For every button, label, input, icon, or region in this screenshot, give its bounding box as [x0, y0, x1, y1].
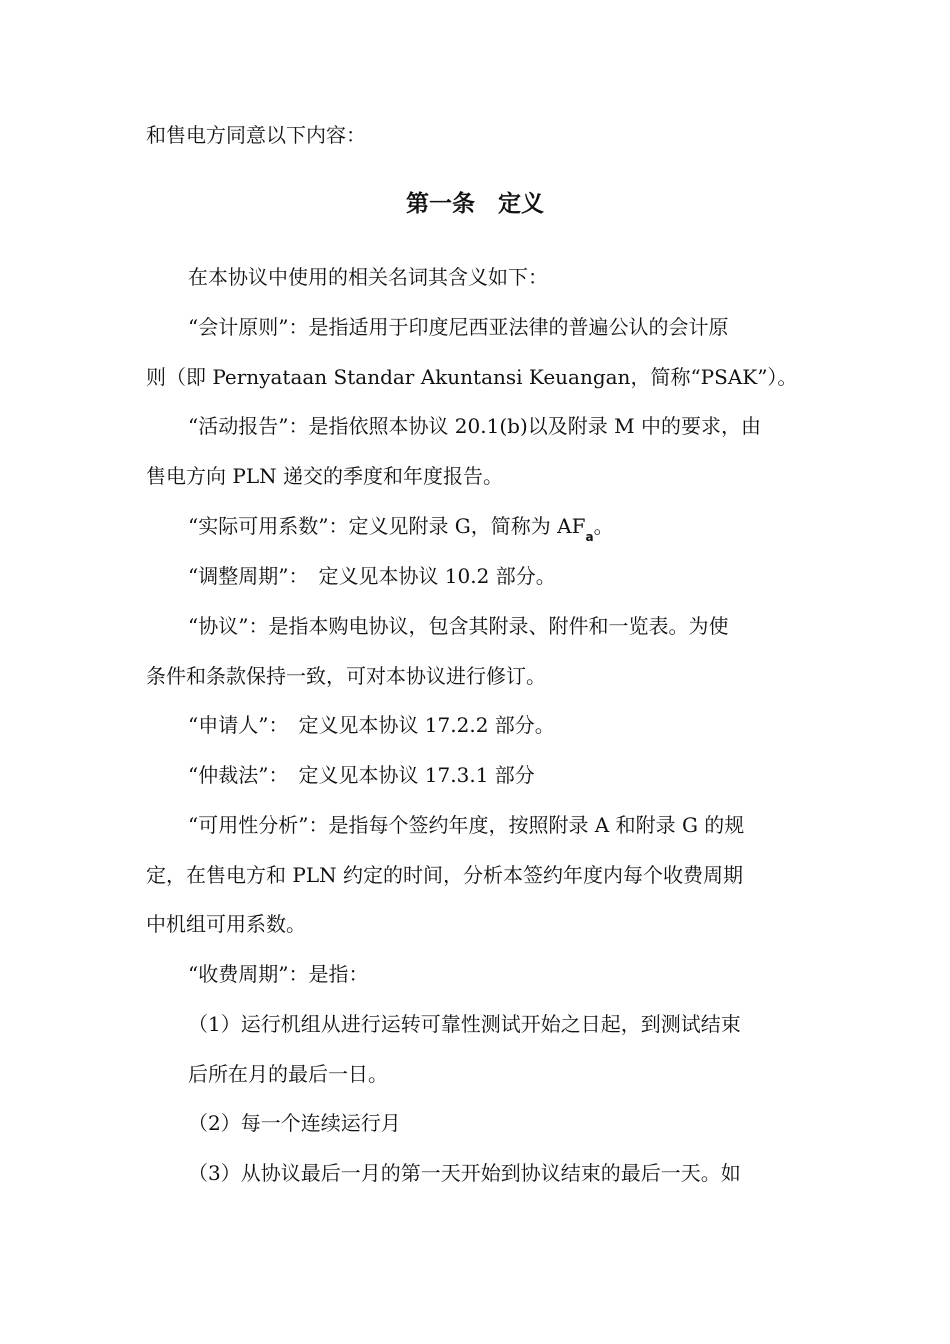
article-heading: 第一条 定义: [406, 191, 544, 217]
billing-item-1-line2: 后所在月的最后一日。: [188, 1062, 388, 1086]
billing-item-1-line1: （1）运行机组从进行运转可靠性测试开始之日起，到测试结束: [188, 1012, 741, 1036]
definition-agreement-line2: 条件和条款保持一致，可对本协议进行修订。: [146, 664, 546, 688]
definition-availability-analysis-line1: “可用性分析”：是指每个签约年度，按照附录 A 和附录 G 的规: [188, 813, 745, 837]
definition-availability-analysis-line3: 中机组可用系数。: [146, 912, 306, 936]
definition-billing-period: “收费周期”：是指：: [188, 962, 369, 986]
actual-availability-text: “实际可用系数”：定义见附录 G，简称为 AF: [188, 514, 586, 538]
definition-availability-analysis-line2: 定，在售电方和 PLN 约定的时间，分析本签约年度内每个收费周期: [146, 863, 743, 887]
definition-actual-availability: [188, 513, 848, 550]
definition-activity-report-line2: 售电方向 PLN 递交的季度和年度报告。: [146, 464, 503, 488]
definition-agreement-line1: “协议”：是指本购电协议，包含其附录、附件和一览表。为使: [188, 614, 729, 638]
definition-arbitration-law: “仲裁法”： 定义见本协议 17.3.1 部分: [188, 763, 535, 787]
intro-line: 和售电方同意以下内容：: [146, 123, 366, 147]
definition-accounting-principles-line2: 则（即 Pernyataan Standar Akuntansi Keuangan，简称“PSAK”）。: [146, 365, 798, 389]
definition-activity-report-line1: “活动报告”：是指依照本协议 20.1(b)以及附录 M 中的要求，由: [188, 414, 761, 438]
definition-adjustment-period: “调整周期”： 定义见本协议 10.2 部分。: [188, 564, 556, 588]
actual-availability-subscript: a: [585, 530, 594, 544]
definition-accounting-principles-line1: “会计原则”：是指适用于印度尼西亚法律的普遍公认的会计原: [188, 315, 729, 339]
actual-availability-end: 。: [593, 514, 614, 538]
billing-item-2: （2）每一个连续运行月: [188, 1111, 401, 1135]
definitions-intro: 在本协议中使用的相关名词其含义如下：: [188, 265, 548, 289]
definition-applicant: “申请人”： 定义见本协议 17.2.2 部分。: [188, 713, 555, 737]
billing-item-3-line1: （3）从协议最后一月的第一天开始到协议结束的最后一天。如: [188, 1161, 741, 1185]
